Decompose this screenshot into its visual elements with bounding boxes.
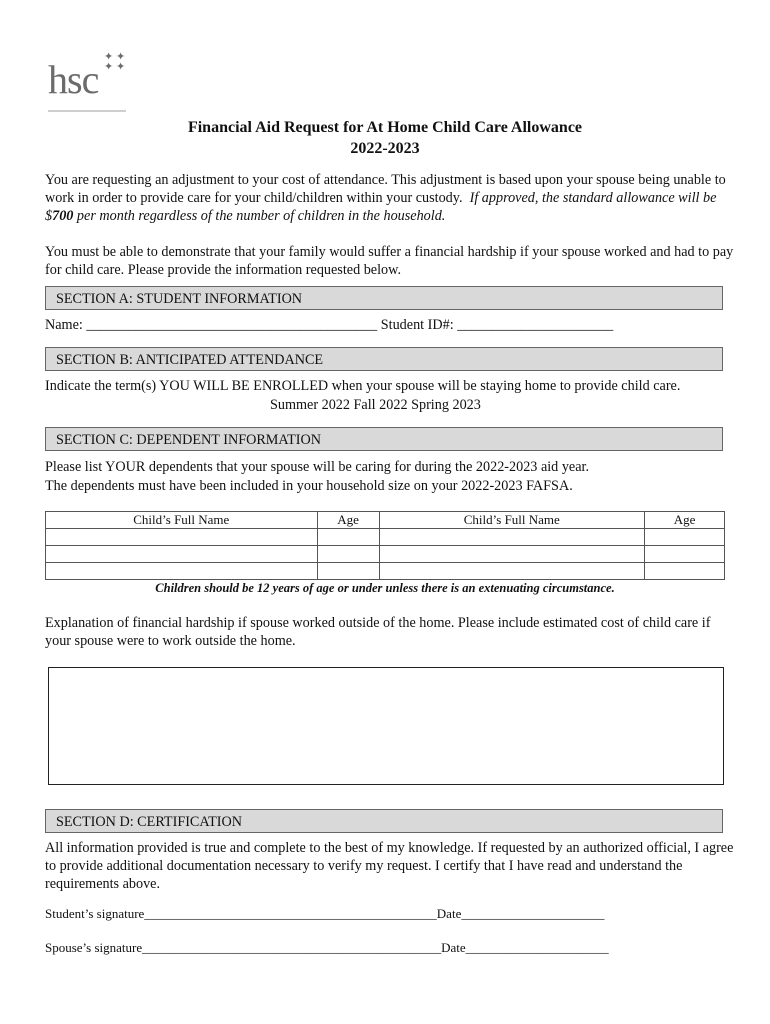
attendance-instruction: Indicate the term(s) YOU WILL BE ENROLLED when your spouse will be staying home to provide child care. [45,378,681,394]
hsc-logo [48,52,130,114]
child-name-cell[interactable] [46,546,318,563]
age-header: Age [645,512,725,529]
intro-paragraph-2: You must be able to demonstrate that your family would suffer a financial hardship if your spouse worked and had to pay for child care. Please provide the information requested below. [45,244,734,278]
term-options[interactable]: Summer 2022 Fall 2022 Spring 2023 [270,397,481,413]
logo-text: hsc [48,57,99,102]
dependents-table [45,511,725,580]
section-c-header: SECTION C: DEPENDENT INFORMATION [45,427,723,451]
intro-italic-a: If approved, the standard allowance will be $ [45,190,717,224]
table-row [46,529,725,546]
section-a-header: SECTION A: STUDENT INFORMATION [45,286,723,310]
intro-text: You are requesting an adjustment to your cost of attendance. This adjustment is based upon your spouse being unable to work in order to provide care for your child/children within your custody. [45,172,726,206]
sparkle-icon: ✦ ✦ ✦ ✦ [104,51,126,73]
allowance-amount: 700 [52,208,74,224]
intro-italic-b: per month regardless of the number of children in the household. [73,208,446,224]
child-name-header: Child’s Full Name [46,512,318,529]
student-signature-field[interactable]: Student’s signature_____________________________________________Date______________________ [45,906,605,921]
dependents-instruction-1: Please list YOUR dependents that your spouse will be caring for during the 2022-2023 aid year. [45,459,590,475]
dependents-instruction-2: The dependents must have been included in your household size on your 2022-2023 FAFSA. [45,478,573,494]
student-name-id-field[interactable]: Name: _________________________________________ Student ID#: ______________________ [45,317,614,333]
age-cell[interactable] [317,546,379,563]
child-name-cell[interactable] [46,529,318,546]
age-cell[interactable] [317,529,379,546]
certification-text: All information provided is true and complete to the best of my knowledge. If requested by an authorized official, I agree to provide additional documentation necessary to verify my request. I certify that I have read and understand the requirements above. [45,840,734,892]
table-row [46,563,725,580]
form-title: Financial Aid Request for At Home Child Care Allowance [187,119,583,136]
intro-paragraph-1 [45,171,735,225]
age-cell[interactable] [645,529,725,546]
form-year: 2022-2023 [350,140,420,157]
child-name-cell[interactable] [379,529,645,546]
table-header-row [46,512,725,529]
spouse-signature-field[interactable]: Spouse’s signature______________________________________________Date______________________ [45,940,609,955]
hardship-explanation-box[interactable] [48,667,724,785]
child-name-header: Child’s Full Name [379,512,645,529]
age-cell[interactable] [645,563,725,580]
age-note: Children should be 12 years of age or under unless there is an extenuating circumstance. [155,581,615,595]
section-b-header: SECTION B: ANTICIPATED ATTENDANCE [45,347,723,371]
child-name-cell[interactable] [46,563,318,580]
hardship-explanation-prompt: Explanation of financial hardship if spouse worked outside of the home. Please include estimated cost of child care if your spouse were to work outside the home. [45,615,711,649]
section-d-header: SECTION D: CERTIFICATION [45,809,723,833]
child-name-cell[interactable] [379,546,645,563]
age-header: Age [317,512,379,529]
child-name-cell[interactable] [379,563,645,580]
age-cell[interactable] [317,563,379,580]
logo-divider [48,110,126,112]
table-row [46,546,725,563]
age-cell[interactable] [645,546,725,563]
